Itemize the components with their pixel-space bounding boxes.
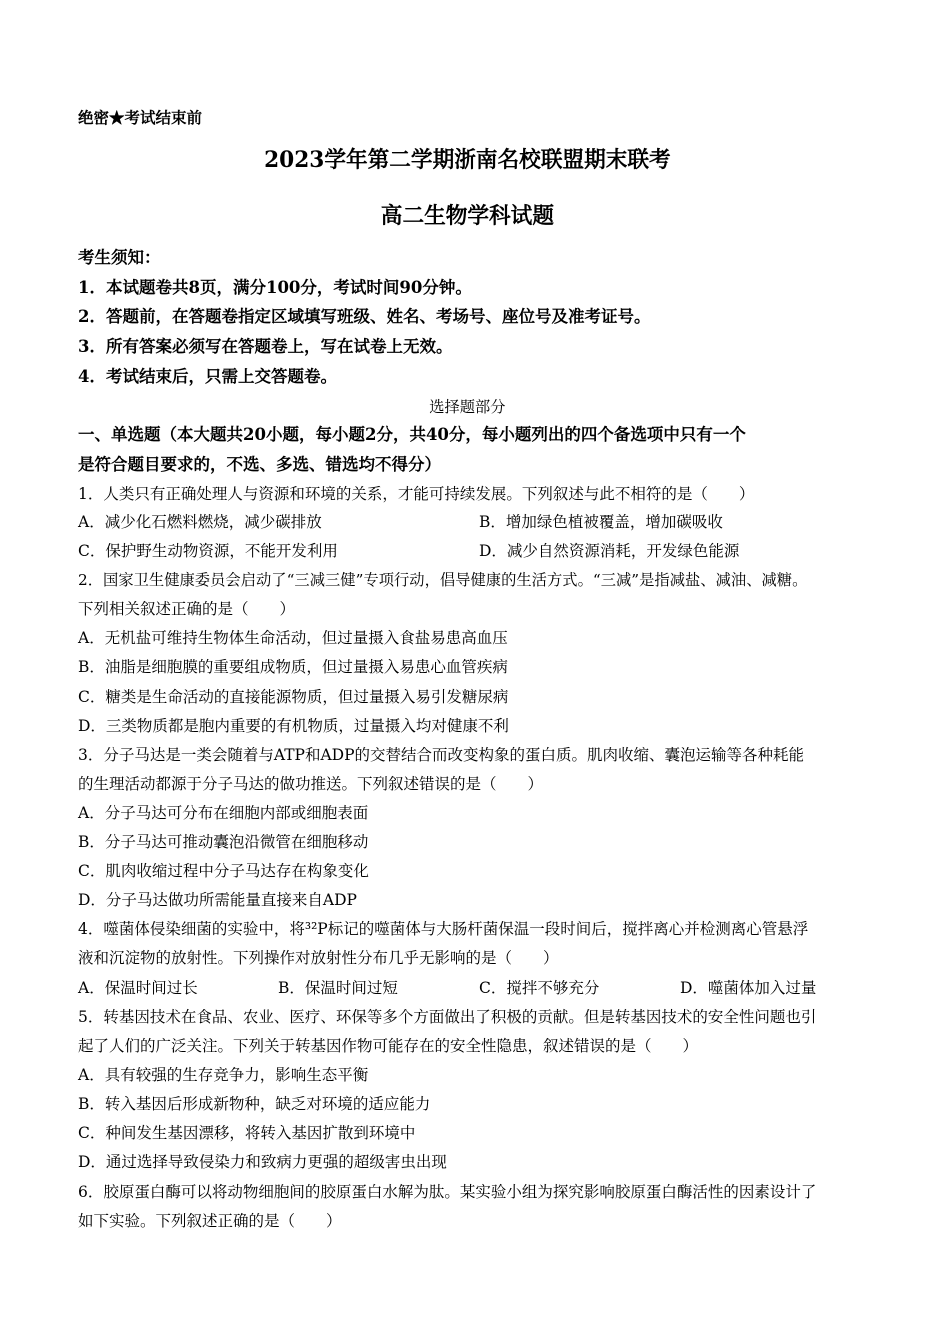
question-1-option-c: C．保护野生动物资源，不能开发利用 <box>78 542 338 560</box>
question-6-stem-cont: 如下实验。下列叙述正确的是（ ） <box>78 1212 342 1230</box>
question-4-stem-cont: 液和沉淀物的放射性。下列操作对放射性分布几乎无影响的是（ ） <box>78 949 559 967</box>
question-4-stem: 4．噬菌体侵染细菌的实验中，将³²P标记的噬菌体与大肠杆菌保温一段时间后，搅拌离心并检测离心管悬浮 <box>78 920 809 938</box>
question-5-option-a: A．具有较强的生存竞争力，影响生态平衡 <box>78 1066 369 1084</box>
question-5-stem: 5．转基因技术在食品、农业、医疗、环保等多个方面做出了积极的贡献。但是转基因技术的安全性问题也引 <box>78 1008 817 1026</box>
question-2-option-d: D．三类物质都是胞内重要的有机物质，过量摄入均对健康不利 <box>78 717 509 735</box>
question-2-stem-cont: 下列相关叙述正确的是（ ） <box>78 600 296 618</box>
notice-item: 3．所有答案必须写在答题卷上，写在试卷上无效。 <box>78 337 453 356</box>
question-2-option-a: A．无机盐可维持生物体生命活动，但过量摄入食盐易患高血压 <box>78 629 508 647</box>
question-3-stem: 3．分子马达是一类会随着与ATP和ADP的交替结合而改变构象的蛋白质。肌肉收缩、囊泡运输等各种耗能 <box>78 746 805 764</box>
question-6-stem: 6．胶原蛋白酶可以将动物细胞间的胶原蛋白水解为肽。某实验小组为探究影响胶原蛋白酶活性的因素设计了 <box>78 1183 817 1201</box>
notice-item: 1．本试题卷共8页，满分100分，考试时间90分钟。 <box>78 278 472 297</box>
question-5-option-b: B．转入基因后形成新物种，缺乏对环境的适应能力 <box>78 1095 431 1113</box>
question-1-stem: 1．人类只有正确处理人与资源和环境的关系，才能可持续发展。下列叙述与此不相符的是（ ） <box>78 485 755 503</box>
exam-subtitle: 高二生物学科试题 <box>380 203 554 229</box>
question-4-option-d: D．噬菌体加入过量 <box>680 979 817 997</box>
section-instruction: 一、单选题（本大题共20小题，每小题2分，共40分，每小题列出的四个备选项中只有一个 <box>78 425 746 444</box>
question-3-option-c: C．肌肉收缩过程中分子马达存在构象变化 <box>78 862 369 880</box>
notice-item: 4．考试结束后，只需上交答题卷。 <box>78 367 337 386</box>
question-3-option-b: B．分子马达可推动囊泡沿微管在细胞移动 <box>78 833 369 851</box>
question-1-option-d: D．减少自然资源消耗，开发绿色能源 <box>479 542 740 560</box>
exam-title: 2023学年第二学期浙南名校联盟期末联考 <box>264 147 671 173</box>
notice-heading: 考生须知： <box>78 248 161 267</box>
question-5-option-c: C．种间发生基因漂移，将转入基因扩散到环境中 <box>78 1124 416 1142</box>
question-1-option-a: A．减少化石燃料燃烧，减少碳排放 <box>78 513 322 531</box>
question-3-option-d: D．分子马达做功所需能量直接来自ADP <box>78 891 357 909</box>
question-3-option-a: A．分子马达可分布在细胞内部或细胞表面 <box>78 804 369 822</box>
notice-item: 2．答题前，在答题卷指定区域填写班级、姓名、考场号、座位号及准考证号。 <box>78 307 651 326</box>
question-4-option-b: B．保温时间过短 <box>278 979 398 997</box>
question-4-option-a: A．保温时间过长 <box>78 979 198 997</box>
secret-label: 绝密★考试结束前 <box>78 108 203 127</box>
question-1-option-b: B．增加绿色植被覆盖，增加碳吸收 <box>479 513 723 531</box>
question-2-option-b: B．油脂是细胞膜的重要组成物质，但过量摄入易患心血管疾病 <box>78 658 508 676</box>
question-2-option-c: C．糖类是生命活动的直接能源物质，但过量摄入易引发糖尿病 <box>78 688 509 706</box>
section-instruction: 是符合题目要求的，不选、多选、错选均不得分） <box>78 455 441 474</box>
question-5-stem-cont: 起了人们的广泛关注。下列关于转基因作物可能存在的安全性隐患，叙述错误的是（ ） <box>78 1037 699 1055</box>
question-2-stem: 2．国家卫生健康委员会启动了“三减三健”专项行动，倡导健康的生活方式。“三减”是指减盐、减油、减糖。 <box>78 571 808 589</box>
question-5-option-d: D．通过选择导致侵染力和致病力更强的超级害虫出现 <box>78 1153 447 1171</box>
section-title: 选择题部分 <box>429 398 506 416</box>
question-3-stem-cont: 的生理活动都源于分子马达的做功推送。下列叙述错误的是（ ） <box>78 775 544 793</box>
question-4-option-c: C．搅拌不够充分 <box>479 979 600 997</box>
